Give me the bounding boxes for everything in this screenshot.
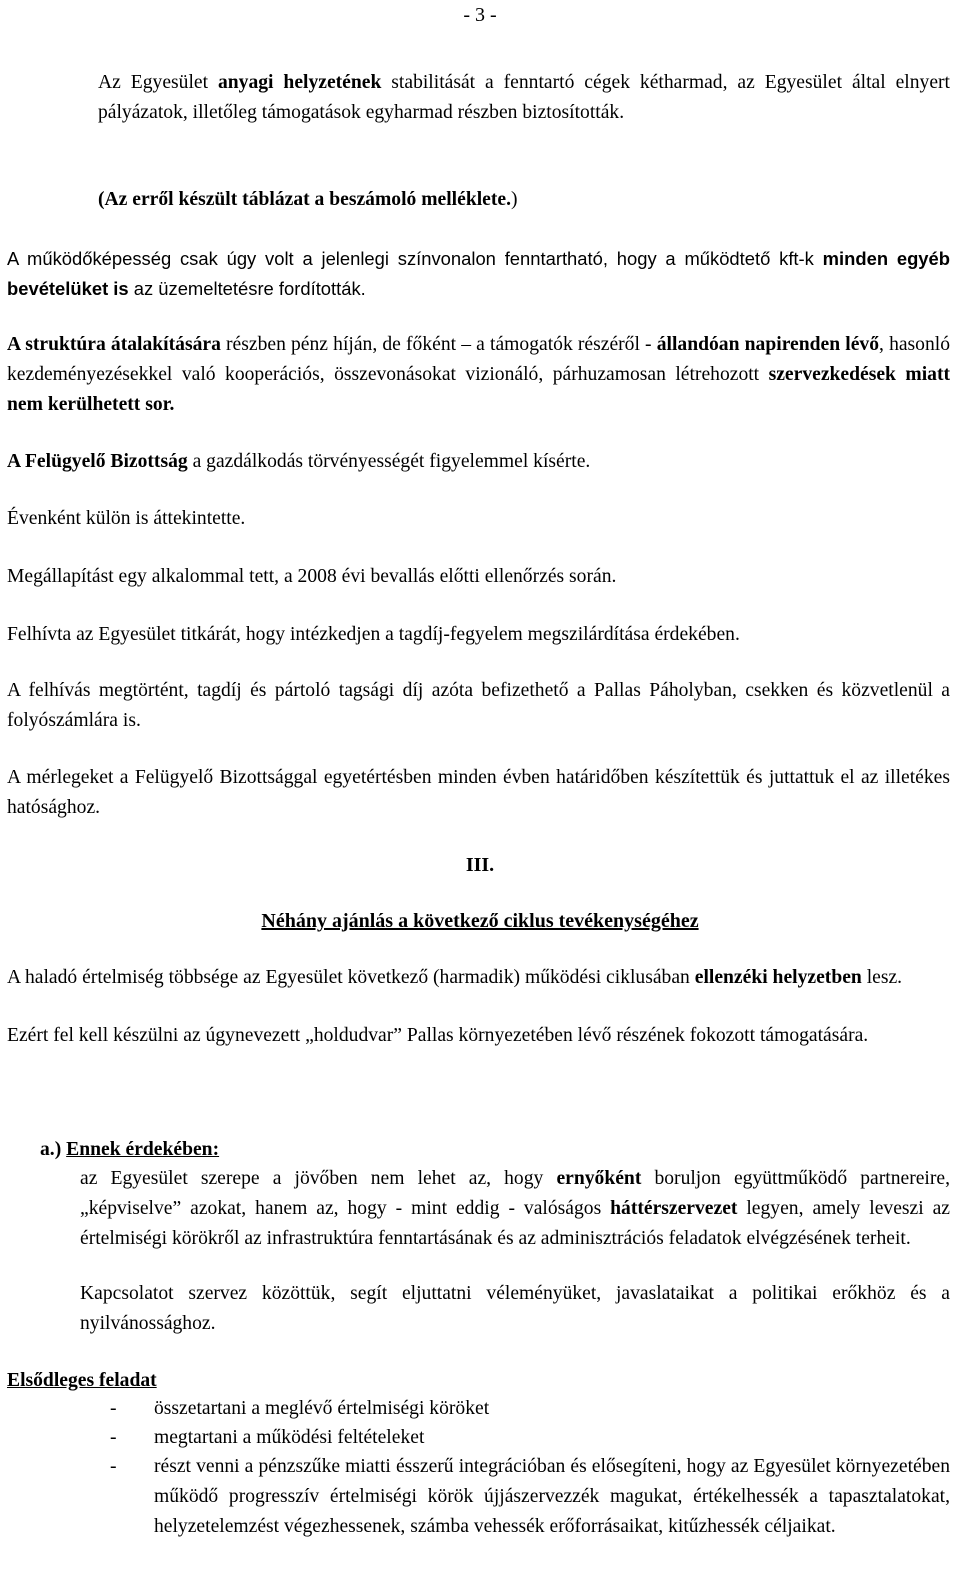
paragraph-contacts: Kapcsolatot szervez közöttük, segít eljuttatni véleményüket, javaslataikat a politikai erőkhöz és a nyilvánossághoz. <box>80 1283 950 1334</box>
paragraph-finding: Megállapítást egy alkalommal tett, a 2008 évi bevallás előtti ellenőrzés során. <box>7 566 617 587</box>
paragraph-opposition <box>7 963 950 993</box>
paragraph-structure <box>7 330 950 420</box>
list-bullet: - <box>110 1427 117 1448</box>
text: legyen, amely leveszi az értelmiségi körökről az infrastruktúra fenntartásának és az adminisztrációs feladatok elvégzésének terheit. <box>80 1198 950 1249</box>
paragraph-financial-situation <box>98 68 950 128</box>
text: a gazdálkodás törvényességét figyelemmel kísérte. <box>187 451 591 472</box>
primary-task-heading <box>7 1366 950 1396</box>
paragraph-supervisory-board <box>7 447 950 477</box>
paragraph-call: Felhívta az Egyesület titkárát, hogy intézkedjen a tagdíj-fegyelem megszilárdítása érdekében. <box>7 624 740 645</box>
bold-text: A Felügyelő Bizottság <box>7 451 188 472</box>
section-title-text: Néhány ajánlás a következő ciklus tevékenységéhez <box>261 910 699 932</box>
subsection-a-heading <box>40 1135 950 1165</box>
text: lesz. <box>861 967 903 988</box>
list-item-text: megtartani a működési feltételeket <box>154 1427 425 1448</box>
paragraph-balance-sheets: A mérlegeket a Felügyelő Bizottsággal egyetértésben minden évben határidőben készítettük és juttattuk el az illetékes hatósághoz. <box>7 767 950 818</box>
list-item-text: összetartani a meglévő értelmiségi köröket <box>154 1398 490 1419</box>
text: , hasonló kezdeményezésekkel való kooperációs, összevonásokat vizionáló, párhuzamosan létrehozott <box>7 334 951 385</box>
subsection-title: Ennek érdekében: <box>66 1139 220 1160</box>
bold-text: háttérszervezet <box>610 1198 738 1219</box>
text: ) <box>510 189 518 210</box>
text: A haladó értelmiség többsége az Egyesület következő (harmadik) működési ciklusában <box>7 967 695 988</box>
text: részben pénz híján, de főként – a támogatók részéről - <box>220 334 657 355</box>
paragraph-annual-review: Évenként külön is áttekintette. <box>7 508 246 529</box>
list-item-text: részt venni a pénzszűke miatti ésszerű integrációban és elősegíteni, hogy az Egyesület környezetében működő progresszív értelmiségi körök újjászervezzék magukat, értékelhessék a tapasztalatokat, helyzetelemzést végezhessenek, számba vehessék erőforrásaikat, kitűzhessék céljaikat. <box>154 1456 950 1537</box>
section-number: III. <box>465 854 495 876</box>
list-bullet: - <box>110 1456 117 1477</box>
text: A működőképesség csak úgy volt a jelenlegi színvonalon fenntartható, hogy a működtető kft-k <box>7 248 823 269</box>
bold-text: állandóan napirenden lévő <box>656 334 880 355</box>
bold-text: A struktúra átalakítására <box>7 334 221 355</box>
bold-text: ellenzéki helyzetben <box>694 967 862 988</box>
list-item <box>110 1423 950 1453</box>
list-item <box>110 1452 950 1542</box>
paragraph-fee-payment: A felhívás megtörtént, tagdíj és pártoló tagsági díj azóta befizethető a Pallas Páholyban, csekken és közvetlenül a folyószámlára is. <box>7 680 950 731</box>
bold-text: szervezkedések miatt nem kerülhetett sor. <box>7 364 951 415</box>
paragraph-role <box>80 1164 950 1254</box>
paragraph-preparation: Ezért fel kell készülni az úgynevezett „holdudvar” Pallas környezetében lévő részének fokozott támogatására. <box>7 1025 869 1046</box>
text: az üzemeltetésre fordították. <box>128 278 366 299</box>
text: Az Egyesület <box>98 72 218 93</box>
text: boruljon együttműködő partnereire, „képviselve” azokat, hanem az, hogy - mint eddig - valóságos <box>80 1168 950 1219</box>
list-bullet: - <box>110 1398 117 1419</box>
bold-text: ernyőként <box>556 1168 642 1189</box>
bold-text: anyagi helyzetének <box>217 72 382 93</box>
subsection-label: a.) <box>40 1139 62 1160</box>
page-number: - 3 - <box>463 4 497 26</box>
bold-text: (Az erről készült táblázat a beszámoló melléklete. <box>98 189 511 210</box>
paragraph-table-note <box>98 185 950 215</box>
primary-task-title: Elsődleges feladat <box>7 1370 157 1391</box>
text: az Egyesület szerepe a jövőben nem lehet az, hogy <box>80 1168 557 1189</box>
list-item <box>110 1394 950 1424</box>
section-title <box>0 906 960 936</box>
text: stabilitását a fenntartó cégek kétharmad, az Egyesület által elnyert pályázatok, illetőleg támogatások egyharmad részben biztosították. <box>98 72 950 123</box>
paragraph-operability <box>7 244 950 304</box>
bold-text: minden egyéb bevételüket is <box>7 248 950 299</box>
